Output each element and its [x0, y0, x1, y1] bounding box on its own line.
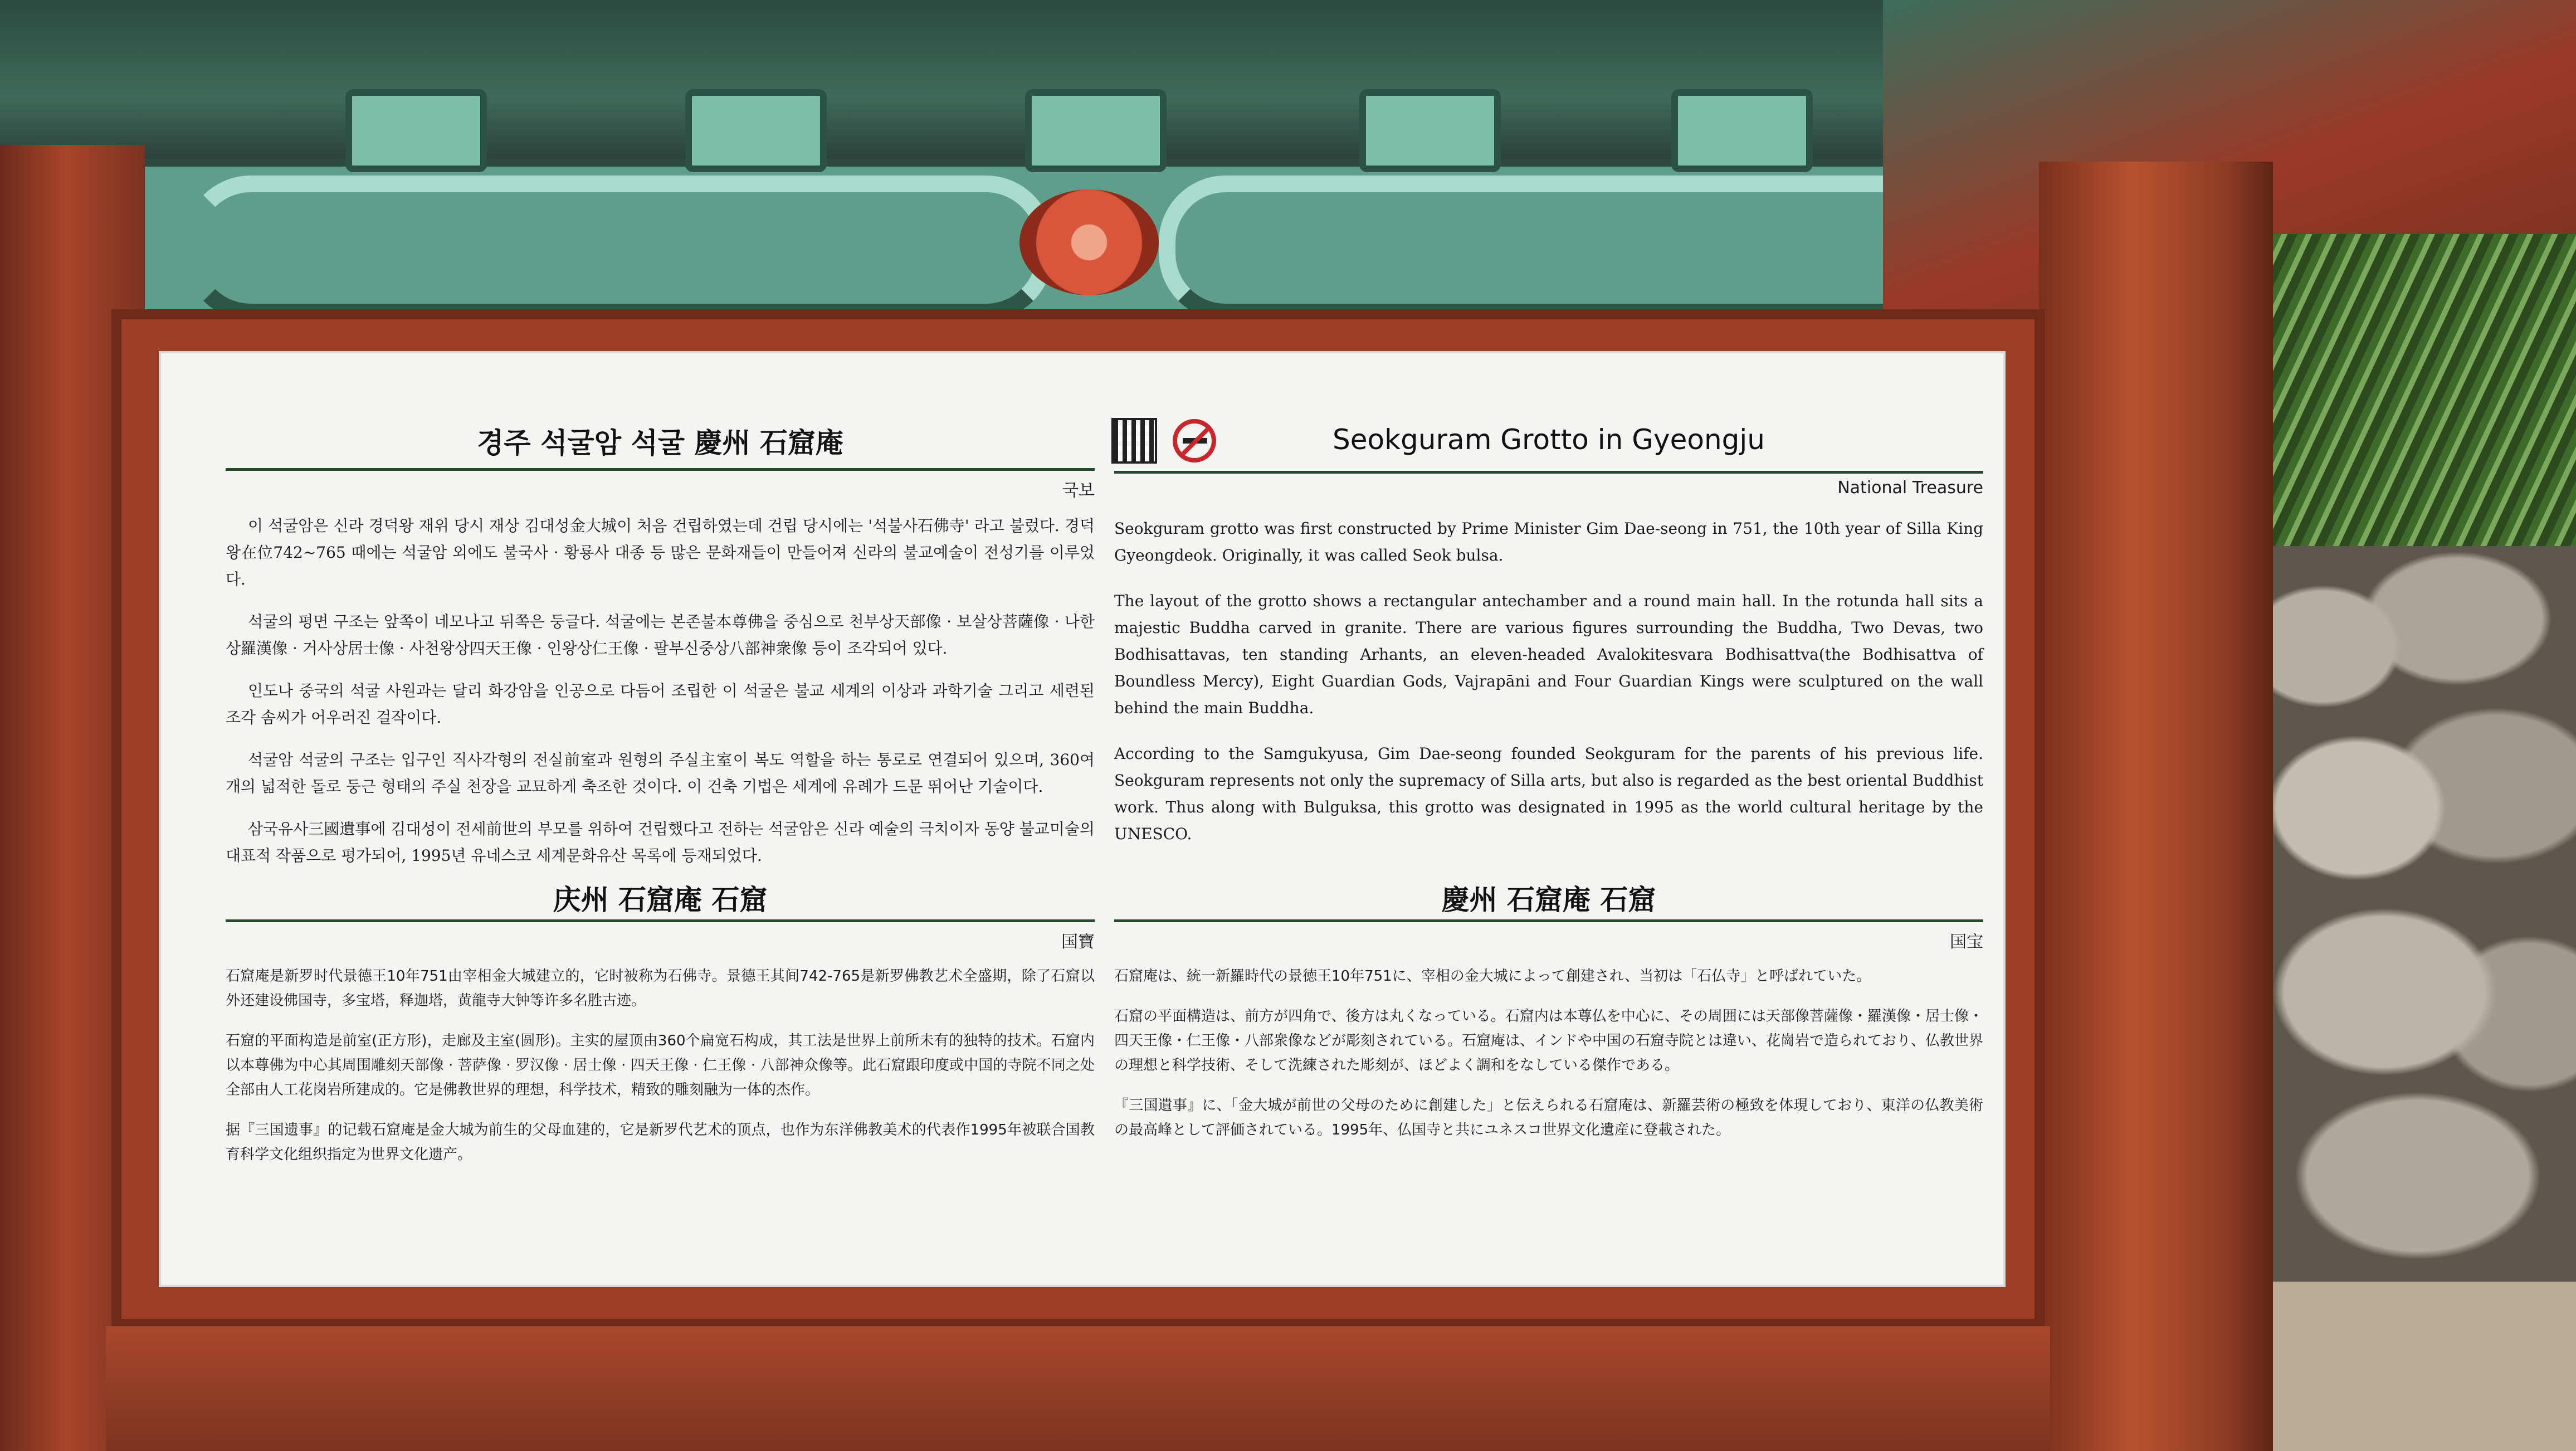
paragraph: The layout of the grotto shows a rectangular antechamber and a round main hall. In the rotunda hall sits a majestic Buddha carved in granite. There are various figures surrounding the Buddha, Two Devas, two Bodhisattavas, ten standing Arhants, an eleven-headed Avalokitesvara Bodhisattva(the Bodhisattva of Boundless Mercy), Eight Guardian Gods, Vajrapāni and Four Guardian Kings were sculptured on the wall behind the main Buddha. — [1114, 592, 1983, 717]
bracket — [1025, 89, 1167, 172]
title-rule — [1114, 471, 1983, 474]
paragraph: According to the Samgukyusa, Gim Dae-seong founded Seokguram for the parents of his previous life. Seokguram represents not only the supremacy of Silla arts, but also is regarded as the best oriental Buddhist work. Thus along with Bulguksa, this grotto was designated in 1995 as the world cultural heritage by the UNESCO. — [1114, 744, 1983, 843]
title-rule — [1114, 919, 1983, 922]
japanese-title: 慶州 石窟庵 石窟 — [1441, 884, 1656, 916]
korean-body — [226, 513, 1095, 885]
japanese-body — [1114, 964, 1983, 1158]
paragraph: 인도나 중국의 석굴 사원과는 달리 화강암을 인공으로 다듬어 조립한 이 석굴은 불교 세계의 이상과 과학기술 그리고 세련된 조각 솜씨가 어우러진 걸작이다. — [226, 681, 1095, 727]
japanese-designation: 国宝 — [1950, 932, 1983, 952]
paragraph: 『三国遺事』に、「金大城が前世の父母のために創建した」と伝えられる石窟庵は、新羅芸術の極致を体現しており、東洋の仏教美術の最高峰として評価されている。1995年、仏国寺と共にユネスコ世界文化遺産に登載された。 — [1114, 1097, 1983, 1138]
bracket — [345, 89, 487, 172]
chinese-designation: 国寶 — [1061, 932, 1095, 952]
english-body — [1114, 515, 1983, 866]
chinese-body — [226, 964, 1095, 1182]
korean-title: 경주 석굴암 석굴 慶州 石窟庵 — [477, 427, 843, 459]
ground — [2273, 1282, 2576, 1451]
bracket — [1671, 89, 1813, 172]
paragraph: Seokguram grotto was first constructed by Prime Minister Gim Dae-seong in 751, the 10th year of Silla King Gyeongdeok. Originally, it was called Seok bulsa. — [1114, 519, 1983, 564]
scroll-pattern-left — [184, 176, 1053, 320]
stone-wall — [2273, 546, 2576, 1298]
chinese-title: 庆州 石窟庵 石窟 — [553, 884, 768, 916]
paragraph: 삼국유사三國遺事에 김대성이 전세前世의 부모를 위하여 건립했다고 전하는 석굴암은 신라 예술의 극치이자 동양 불교미술의 대표적 작품으로 평가되어, 1995년 유네스코 세계문화유산 목록에 등재되었다. — [226, 820, 1095, 865]
lotus-ornament — [1019, 189, 1159, 295]
paragraph: 石窟庵是新罗时代景德王10年751由宰相金大城建立的，它时被称为石佛寺。景德王其间742-765是新罗佛教艺术全盛期，除了石窟以外还建设佛国寺，多宝塔，释迦塔，黄龍寺大钟等许多名胜古迹。 — [226, 968, 1095, 1009]
lower-rail — [106, 1326, 2050, 1451]
information-sign — [159, 351, 2006, 1287]
bracket — [685, 89, 827, 172]
bamboo-foliage — [2273, 234, 2576, 568]
english-title: Seokguram Grotto in Gyeongju — [1333, 423, 1765, 456]
paragraph: 石窟庵は、統一新羅時代の景徳王10年751に、宰相の金大城によって創建され、当初は「石仏寺」と呼ばれていた。 — [1114, 968, 1871, 985]
paragraph: 石窟的平面构造是前室(正方形)，走廊及主室(圆形)。主实的屋顶由360个扁宽石构成，其工法是世界上前所未有的独特的技术。石窟内以本尊佛为中心其周围雕刻天部像 · 菩萨像 · 罗汉像 · 居士像 · 四天王像 · 仁王像 · 八部神众像等。此石窟跟印度或中国的寺院不同之处全部由人工花岗岩所建成的。它是佛教世界的理想，科学技术，精致的雕刻融为一体的杰作。 — [226, 1033, 1095, 1098]
title-rule — [226, 919, 1095, 922]
paragraph: 석굴암 석굴의 구조는 입구인 직사각형의 전실前室과 원형의 주실主室이 복도 역할을 하는 통로로 연결되어 있으며, 360여 개의 넓적한 돌로 둥근 형태의 주실 천장을 교묘하게 축조한 것이다. 이 건축 기법은 세계에 유례가 드문 뛰어난 기술이다. — [226, 751, 1095, 796]
korean-designation: 국보 — [1062, 481, 1095, 500]
paragraph: 石窟の平面構造は、前方が四角で、後方は丸くなっている。石窟内は本尊仏を中心に、その周囲には天部像菩薩像・羅漢像・居士像・四天王像・仁王像・八部衆像などが彫刻されている。石窟庵は、インドや中国の石窟寺院とは違い、花崗岩で造られており、仏教世界の理想と科学技術、そして洗練された彫刻が、ほどよく調和をなしている傑作である。 — [1114, 1008, 1984, 1074]
english-designation: National Treasure — [1837, 478, 1983, 498]
title-rule — [226, 468, 1095, 471]
paragraph: 据『三国遗事』的记载石窟庵是金大城为前生的父母血建的，它是新罗代艺术的顶点，也作为东洋佛教美术的代表作1995年被联合国教育科学文化组织指定为世界文化遗产。 — [226, 1122, 1095, 1163]
bracket — [1359, 89, 1501, 172]
right-pillar — [2039, 162, 2273, 1451]
paragraph: 석굴의 평면 구조는 앞쪽이 네모나고 뒤쪽은 둥글다. 석굴에는 본존불本尊佛을 중심으로 천부상天部像 · 보살상菩薩像 · 나한상羅漢像 · 거사상居士像 · 사천왕상四天王像 · 인왕상仁王像 · 팔부신중상八部神衆像 등이 조각되어 있다. — [226, 612, 1095, 658]
paragraph: 이 석굴암은 신라 경덕왕 재위 당시 재상 김대성金大城이 처음 건립하였는데 건립 당시에는 '석불사石佛寺' 라고 불렀다. 경덕왕在位742~765 때에는 석굴암 외에도 불국사 · 황룡사 대종 등 많은 문화재들이 만들어져 신라의 불교예술이 전성기를 이루었다. — [226, 517, 1095, 588]
